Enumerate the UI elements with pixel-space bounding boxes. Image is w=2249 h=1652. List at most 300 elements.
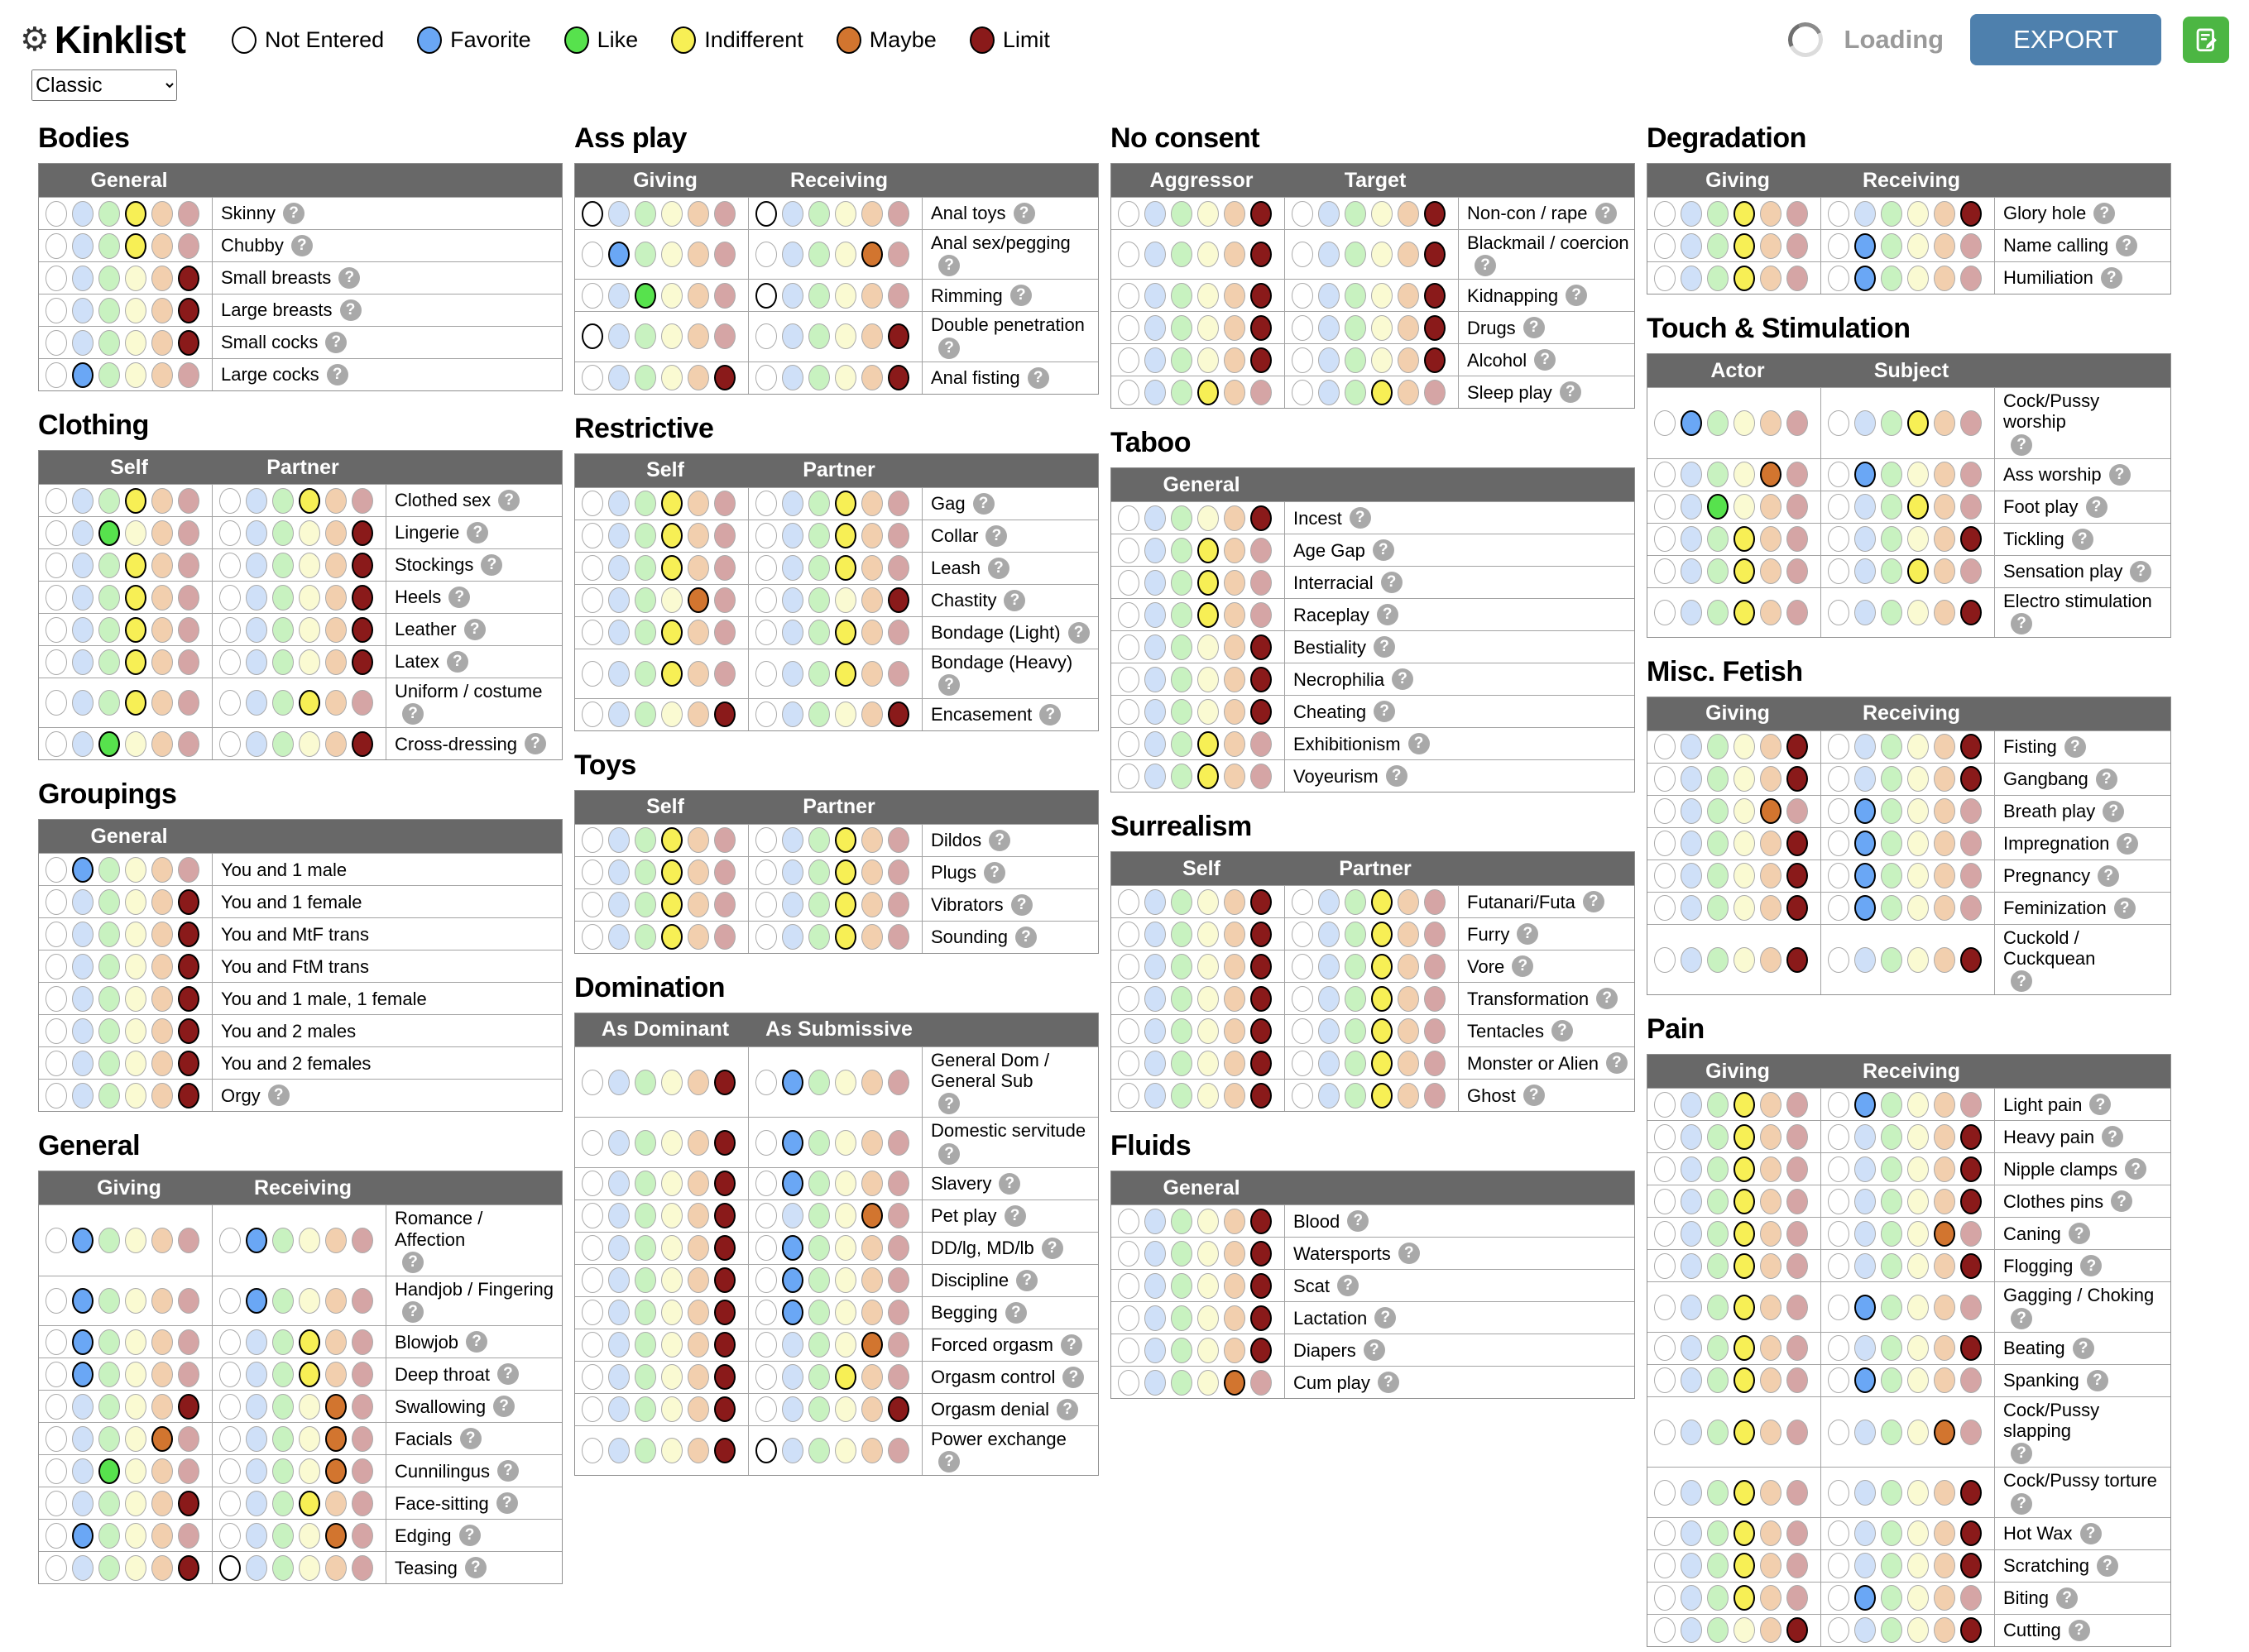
choice-circle-not-entered[interactable] (755, 1203, 777, 1228)
choice-circle-not-entered[interactable] (1118, 505, 1139, 531)
choice-circle-indifferent[interactable] (661, 1171, 683, 1196)
choice-circle-indifferent[interactable] (1197, 538, 1219, 563)
choice-circle-maybe[interactable] (1760, 1520, 1781, 1546)
choice-circle-like[interactable] (1881, 494, 1902, 520)
choice-circle-not-entered[interactable] (1292, 242, 1313, 267)
choice-circle-maybe[interactable] (1934, 1189, 1955, 1214)
help-icon[interactable]: ? (1398, 1243, 1420, 1264)
choice-circle-favorite[interactable] (608, 555, 630, 581)
choice-circle-indifferent[interactable] (125, 954, 146, 979)
choice-circle-not-entered[interactable] (1118, 1241, 1139, 1267)
choice-circle-indifferent[interactable] (1907, 1617, 1929, 1643)
choice-circle-maybe[interactable] (861, 1438, 883, 1463)
choice-circle-favorite[interactable] (1144, 242, 1166, 267)
choice-circle-indifferent[interactable] (1371, 889, 1393, 915)
help-icon[interactable]: ? (340, 299, 362, 321)
choice-circle-maybe[interactable] (1760, 798, 1781, 824)
choice-circle-limit[interactable] (178, 330, 199, 356)
choice-circle-limit[interactable] (1424, 922, 1446, 947)
choice-circle-indifferent[interactable] (835, 1332, 856, 1358)
help-icon[interactable]: ? (2093, 203, 2115, 224)
choice-circle-limit[interactable] (1786, 766, 1808, 792)
choice-circle-limit[interactable] (714, 1332, 736, 1358)
choice-circle-like[interactable] (1881, 526, 1902, 552)
choice-circle-indifferent[interactable] (1197, 699, 1219, 725)
help-icon[interactable]: ? (1392, 668, 1413, 690)
choice-circle-like[interactable] (635, 1267, 656, 1293)
choice-circle-like[interactable] (1707, 266, 1729, 291)
choice-circle-limit[interactable] (352, 520, 373, 546)
help-icon[interactable]: ? (2097, 1555, 2118, 1577)
choice-circle-limit[interactable] (352, 553, 373, 578)
choice-circle-like[interactable] (635, 1130, 656, 1156)
choice-circle-not-entered[interactable] (1118, 283, 1139, 309)
choice-circle-maybe[interactable] (325, 690, 347, 716)
choice-circle-indifferent[interactable] (1907, 863, 1929, 888)
choice-circle-like[interactable] (272, 690, 294, 716)
choice-circle-not-entered[interactable] (1828, 201, 1849, 227)
choice-circle-limit[interactable] (178, 857, 199, 883)
choice-circle-favorite[interactable] (246, 649, 267, 675)
choice-circle-maybe[interactable] (151, 649, 173, 675)
help-icon[interactable]: ? (467, 522, 488, 543)
choice-circle-favorite[interactable] (608, 1364, 630, 1390)
choice-circle-indifferent[interactable] (835, 1438, 856, 1463)
choice-circle-like[interactable] (272, 1555, 294, 1581)
choice-circle-like[interactable] (1881, 1092, 1902, 1118)
choice-circle-not-entered[interactable] (582, 323, 603, 349)
choice-circle-not-entered[interactable] (219, 649, 241, 675)
choice-circle-maybe[interactable] (1224, 1209, 1245, 1234)
choice-circle-limit[interactable] (888, 491, 909, 516)
choice-circle-not-entered[interactable] (219, 1362, 241, 1387)
choice-circle-maybe[interactable] (151, 520, 173, 546)
choice-circle-not-entered[interactable] (1118, 764, 1139, 789)
choice-circle-indifferent[interactable] (1907, 766, 1929, 792)
choice-circle-maybe[interactable] (861, 702, 883, 727)
choice-circle-favorite[interactable] (1144, 380, 1166, 405)
choice-circle-maybe[interactable] (151, 585, 173, 611)
choice-circle-limit[interactable] (1786, 410, 1808, 436)
choice-circle-not-entered[interactable] (219, 1523, 241, 1549)
choice-circle-indifferent[interactable] (835, 827, 856, 853)
choice-circle-maybe[interactable] (1760, 1367, 1781, 1393)
choice-circle-favorite[interactable] (608, 1171, 630, 1196)
help-icon[interactable]: ? (465, 1557, 487, 1578)
help-icon[interactable]: ? (2098, 865, 2119, 887)
choice-circle-limit[interactable] (714, 661, 736, 687)
choice-circle-limit[interactable] (714, 587, 736, 613)
choice-circle-limit[interactable] (1250, 1018, 1272, 1044)
choice-circle-favorite[interactable] (1144, 1018, 1166, 1044)
choice-circle-favorite[interactable] (1854, 1189, 1876, 1214)
choice-circle-not-entered[interactable] (1654, 526, 1676, 552)
choice-circle-indifferent[interactable] (1907, 233, 1929, 259)
choice-circle-favorite[interactable] (72, 649, 94, 675)
choice-circle-indifferent[interactable] (661, 555, 683, 581)
choice-circle-favorite[interactable] (1681, 1585, 1702, 1611)
help-icon[interactable]: ? (268, 1085, 290, 1106)
choice-circle-maybe[interactable] (1224, 1338, 1245, 1363)
help-icon[interactable]: ? (2069, 1223, 2090, 1244)
choice-circle-like[interactable] (98, 1458, 120, 1484)
choice-circle-like[interactable] (635, 523, 656, 548)
choice-circle-limit[interactable] (1960, 410, 1982, 436)
choice-circle-indifferent[interactable] (1197, 315, 1219, 341)
choice-circle-like[interactable] (1881, 947, 1902, 973)
choice-circle-like[interactable] (1881, 266, 1902, 291)
choice-circle-maybe[interactable] (151, 330, 173, 356)
choice-circle-favorite[interactable] (1144, 667, 1166, 692)
choice-circle-maybe[interactable] (151, 690, 173, 716)
choice-circle-like[interactable] (98, 922, 120, 947)
help-icon[interactable]: ? (1374, 636, 1395, 658)
choice-circle-indifferent[interactable] (1734, 1092, 1755, 1118)
choice-circle-maybe[interactable] (688, 283, 709, 309)
choice-circle-like[interactable] (98, 233, 120, 259)
choice-circle-not-entered[interactable] (1654, 1585, 1676, 1611)
choice-circle-limit[interactable] (1250, 1370, 1272, 1396)
choice-circle-limit[interactable] (888, 201, 909, 227)
choice-circle-limit[interactable] (1960, 1335, 1982, 1361)
choice-circle-favorite[interactable] (782, 924, 803, 950)
choice-circle-limit[interactable] (1786, 1253, 1808, 1279)
choice-circle-indifferent[interactable] (1371, 1083, 1393, 1109)
choice-circle-limit[interactable] (1250, 922, 1272, 947)
choice-circle-indifferent[interactable] (661, 1267, 683, 1293)
choice-circle-not-entered[interactable] (46, 731, 67, 757)
choice-circle-like[interactable] (1881, 831, 1902, 856)
choice-circle-limit[interactable] (1786, 201, 1808, 227)
choice-circle-indifferent[interactable] (1907, 1335, 1929, 1361)
choice-circle-not-entered[interactable] (1118, 1273, 1139, 1299)
choice-circle-indifferent[interactable] (1734, 863, 1755, 888)
choice-circle-not-entered[interactable] (1118, 347, 1139, 373)
choice-circle-not-entered[interactable] (46, 1491, 67, 1516)
choice-circle-not-entered[interactable] (1828, 1617, 1849, 1643)
choice-circle-limit[interactable] (1250, 347, 1272, 373)
choice-circle-indifferent[interactable] (299, 617, 320, 643)
choice-circle-not-entered[interactable] (755, 661, 777, 687)
choice-circle-limit[interactable] (178, 1555, 199, 1581)
choice-circle-indifferent[interactable] (299, 1228, 320, 1253)
choice-circle-limit[interactable] (1960, 1092, 1982, 1118)
choice-circle-favorite[interactable] (72, 731, 94, 757)
choice-circle-indifferent[interactable] (299, 553, 320, 578)
choice-circle-favorite[interactable] (72, 330, 94, 356)
choice-circle-like[interactable] (1707, 1335, 1729, 1361)
choice-circle-not-entered[interactable] (46, 330, 67, 356)
choice-circle-maybe[interactable] (1760, 734, 1781, 759)
choice-circle-indifferent[interactable] (661, 1332, 683, 1358)
choice-circle-like[interactable] (98, 986, 120, 1012)
choice-circle-maybe[interactable] (861, 661, 883, 687)
choice-circle-not-entered[interactable] (1828, 798, 1849, 824)
choice-circle-limit[interactable] (888, 1332, 909, 1358)
choice-circle-indifferent[interactable] (125, 520, 146, 546)
choice-circle-like[interactable] (808, 242, 830, 267)
help-icon[interactable]: ? (1061, 1334, 1082, 1356)
choice-circle-limit[interactable] (1960, 266, 1982, 291)
choice-circle-indifferent[interactable] (125, 1555, 146, 1581)
choice-circle-not-entered[interactable] (1654, 895, 1676, 921)
choice-circle-limit[interactable] (888, 1235, 909, 1261)
choice-circle-not-entered[interactable] (582, 827, 603, 853)
choice-circle-favorite[interactable] (1144, 764, 1166, 789)
choice-circle-maybe[interactable] (1398, 986, 1419, 1012)
choice-circle-limit[interactable] (352, 617, 373, 643)
choice-circle-maybe[interactable] (1760, 1189, 1781, 1214)
choice-circle-indifferent[interactable] (661, 491, 683, 516)
choice-circle-not-entered[interactable] (755, 924, 777, 950)
help-icon[interactable]: ? (283, 203, 305, 224)
choice-circle-like[interactable] (1707, 494, 1729, 520)
help-icon[interactable]: ? (2130, 561, 2151, 582)
choice-circle-not-entered[interactable] (1654, 1189, 1676, 1214)
choice-circle-not-entered[interactable] (219, 488, 241, 514)
choice-circle-favorite[interactable] (246, 585, 267, 611)
choice-circle-favorite[interactable] (72, 298, 94, 323)
choice-circle-limit[interactable] (888, 587, 909, 613)
choice-circle-favorite[interactable] (1854, 1420, 1876, 1445)
choice-circle-maybe[interactable] (1398, 347, 1419, 373)
choice-circle-not-entered[interactable] (1654, 1617, 1676, 1643)
choice-circle-favorite[interactable] (782, 1171, 803, 1196)
choice-circle-not-entered[interactable] (46, 233, 67, 259)
choice-circle-like[interactable] (98, 362, 120, 388)
choice-circle-indifferent[interactable] (835, 860, 856, 885)
choice-circle-limit[interactable] (1250, 315, 1272, 341)
help-icon[interactable]: ? (2086, 496, 2108, 518)
help-icon[interactable]: ? (2011, 613, 2032, 634)
choice-circle-like[interactable] (272, 1458, 294, 1484)
choice-circle-favorite[interactable] (246, 1288, 267, 1314)
choice-circle-favorite[interactable] (1854, 1295, 1876, 1320)
choice-circle-limit[interactable] (714, 892, 736, 917)
choice-circle-limit[interactable] (888, 1267, 909, 1293)
help-icon[interactable]: ? (938, 338, 960, 359)
choice-circle-like[interactable] (98, 1426, 120, 1452)
choice-circle-not-entered[interactable] (219, 690, 241, 716)
choice-circle-like[interactable] (98, 1228, 120, 1253)
choice-circle-maybe[interactable] (688, 1171, 709, 1196)
choice-circle-maybe[interactable] (1934, 266, 1955, 291)
help-icon[interactable]: ? (1583, 891, 1604, 912)
choice-circle-favorite[interactable] (72, 1288, 94, 1314)
choice-circle-indifferent[interactable] (125, 488, 146, 514)
choice-circle-favorite[interactable] (1144, 347, 1166, 373)
choice-circle-favorite[interactable] (72, 1018, 94, 1044)
choice-circle-maybe[interactable] (688, 620, 709, 645)
choice-circle-like[interactable] (1171, 667, 1192, 692)
choice-circle-maybe[interactable] (1934, 1335, 1955, 1361)
choice-circle-favorite[interactable] (782, 1300, 803, 1325)
choice-circle-like[interactable] (808, 201, 830, 227)
choice-circle-not-entered[interactable] (582, 242, 603, 267)
choice-circle-favorite[interactable] (72, 1491, 94, 1516)
choice-circle-like[interactable] (1881, 1420, 1902, 1445)
choice-circle-maybe[interactable] (1224, 242, 1245, 267)
choice-circle-limit[interactable] (1250, 986, 1272, 1012)
choice-circle-like[interactable] (1881, 895, 1902, 921)
choice-circle-maybe[interactable] (1760, 526, 1781, 552)
choice-circle-limit[interactable] (1960, 201, 1982, 227)
choice-circle-favorite[interactable] (1854, 1585, 1876, 1611)
choice-circle-not-entered[interactable] (1118, 201, 1139, 227)
choice-circle-indifferent[interactable] (299, 1555, 320, 1581)
choice-circle-indifferent[interactable] (835, 1267, 856, 1293)
choice-circle-favorite[interactable] (1144, 570, 1166, 596)
choice-circle-indifferent[interactable] (661, 661, 683, 687)
choice-circle-maybe[interactable] (325, 1426, 347, 1452)
choice-circle-like[interactable] (1707, 1617, 1729, 1643)
choice-circle-favorite[interactable] (1144, 538, 1166, 563)
choice-circle-not-entered[interactable] (46, 617, 67, 643)
choice-circle-like[interactable] (1881, 798, 1902, 824)
choice-circle-maybe[interactable] (688, 892, 709, 917)
help-icon[interactable]: ? (493, 1396, 515, 1417)
choice-circle-like[interactable] (1171, 731, 1192, 757)
choice-circle-favorite[interactable] (246, 1458, 267, 1484)
choice-circle-maybe[interactable] (688, 1203, 709, 1228)
choice-circle-limit[interactable] (1424, 954, 1446, 979)
choice-circle-like[interactable] (808, 924, 830, 950)
choice-circle-limit[interactable] (1250, 242, 1272, 267)
choice-circle-maybe[interactable] (151, 1228, 173, 1253)
choice-circle-indifferent[interactable] (125, 1491, 146, 1516)
choice-circle-not-entered[interactable] (1118, 380, 1139, 405)
choice-circle-favorite[interactable] (246, 1426, 267, 1452)
choice-circle-not-entered[interactable] (1828, 1124, 1849, 1150)
choice-circle-favorite[interactable] (1144, 1273, 1166, 1299)
choice-circle-maybe[interactable] (1760, 1420, 1781, 1445)
choice-circle-maybe[interactable] (1934, 201, 1955, 227)
choice-circle-maybe[interactable] (1760, 266, 1781, 291)
choice-circle-not-entered[interactable] (1118, 954, 1139, 979)
choice-circle-not-entered[interactable] (46, 690, 67, 716)
choice-circle-favorite[interactable] (1854, 526, 1876, 552)
choice-circle-not-entered[interactable] (1654, 1124, 1676, 1150)
choice-circle-indifferent[interactable] (1734, 1124, 1755, 1150)
choice-circle-not-entered[interactable] (1828, 1335, 1849, 1361)
choice-circle-like[interactable] (1881, 1253, 1902, 1279)
help-icon[interactable]: ? (460, 1428, 482, 1449)
choice-circle-not-entered[interactable] (755, 1130, 777, 1156)
choice-circle-limit[interactable] (1786, 1092, 1808, 1118)
choice-circle-maybe[interactable] (151, 1051, 173, 1076)
choice-circle-maybe[interactable] (1934, 1367, 1955, 1393)
choice-circle-limit[interactable] (714, 1438, 736, 1463)
choice-circle-like[interactable] (1707, 1092, 1729, 1118)
choice-circle-maybe[interactable] (1934, 831, 1955, 856)
choice-circle-favorite[interactable] (72, 1426, 94, 1452)
choice-circle-not-entered[interactable] (755, 201, 777, 227)
choice-circle-limit[interactable] (1786, 494, 1808, 520)
choice-circle-indifferent[interactable] (1197, 570, 1219, 596)
choice-circle-favorite[interactable] (1144, 602, 1166, 628)
choice-circle-limit[interactable] (352, 1228, 373, 1253)
choice-circle-favorite[interactable] (1144, 1209, 1166, 1234)
help-icon[interactable]: ? (1475, 255, 1496, 276)
choice-circle-not-entered[interactable] (1654, 233, 1676, 259)
choice-circle-like[interactable] (272, 1523, 294, 1549)
choice-circle-limit[interactable] (714, 1300, 736, 1325)
choice-circle-not-entered[interactable] (1118, 315, 1139, 341)
choice-circle-not-entered[interactable] (1654, 1092, 1676, 1118)
choice-circle-not-entered[interactable] (1118, 602, 1139, 628)
choice-circle-like[interactable] (808, 860, 830, 885)
choice-circle-favorite[interactable] (608, 201, 630, 227)
choice-circle-limit[interactable] (714, 1267, 736, 1293)
choice-circle-limit[interactable] (888, 283, 909, 309)
choice-circle-limit[interactable] (1424, 889, 1446, 915)
choice-circle-not-entered[interactable] (1118, 1083, 1139, 1109)
help-icon[interactable]: ? (1378, 1372, 1399, 1393)
choice-circle-like[interactable] (1707, 895, 1729, 921)
help-icon[interactable]: ? (2101, 267, 2122, 289)
choice-circle-maybe[interactable] (1224, 1305, 1245, 1331)
choice-circle-favorite[interactable] (608, 892, 630, 917)
choice-circle-maybe[interactable] (1224, 1370, 1245, 1396)
choice-circle-indifferent[interactable] (1197, 347, 1219, 373)
choice-circle-indifferent[interactable] (1371, 986, 1393, 1012)
choice-circle-maybe[interactable] (1760, 831, 1781, 856)
choice-circle-like[interactable] (1171, 634, 1192, 660)
choice-circle-indifferent[interactable] (1371, 242, 1393, 267)
choice-circle-limit[interactable] (1786, 863, 1808, 888)
choice-circle-maybe[interactable] (151, 298, 173, 323)
choice-circle-like[interactable] (1171, 602, 1192, 628)
choice-circle-like[interactable] (1881, 1480, 1902, 1506)
choice-circle-indifferent[interactable] (1734, 526, 1755, 552)
choice-circle-limit[interactable] (178, 362, 199, 388)
choice-circle-limit[interactable] (1960, 1295, 1982, 1320)
choice-circle-limit[interactable] (1424, 283, 1446, 309)
choice-circle-like[interactable] (1881, 462, 1902, 487)
choice-circle-indifferent[interactable] (1197, 954, 1219, 979)
choice-circle-limit[interactable] (1424, 201, 1446, 227)
choice-circle-limit[interactable] (1250, 505, 1272, 531)
choice-circle-favorite[interactable] (72, 266, 94, 291)
choice-circle-limit[interactable] (1786, 1221, 1808, 1247)
choice-circle-like[interactable] (1171, 1209, 1192, 1234)
choice-circle-like[interactable] (1345, 1083, 1366, 1109)
choice-circle-not-entered[interactable] (755, 523, 777, 548)
choice-circle-favorite[interactable] (1681, 233, 1702, 259)
choice-circle-like[interactable] (808, 1070, 830, 1095)
choice-circle-not-entered[interactable] (1828, 1553, 1849, 1578)
choice-circle-like[interactable] (1707, 462, 1729, 487)
choice-circle-favorite[interactable] (1854, 494, 1876, 520)
help-icon[interactable]: ? (2069, 1620, 2090, 1641)
choice-circle-limit[interactable] (178, 1458, 199, 1484)
choice-circle-limit[interactable] (888, 1438, 909, 1463)
choice-circle-indifferent[interactable] (1907, 201, 1929, 227)
choice-circle-favorite[interactable] (246, 1523, 267, 1549)
choice-circle-not-entered[interactable] (755, 242, 777, 267)
choice-circle-favorite[interactable] (1318, 1018, 1340, 1044)
choice-circle-like[interactable] (272, 488, 294, 514)
choice-circle-like[interactable] (1707, 526, 1729, 552)
choice-circle-maybe[interactable] (861, 860, 883, 885)
choice-circle-indifferent[interactable] (125, 266, 146, 291)
choice-circle-indifferent[interactable] (835, 1396, 856, 1422)
choice-circle-limit[interactable] (352, 1458, 373, 1484)
choice-circle-indifferent[interactable] (1907, 895, 1929, 921)
choice-circle-maybe[interactable] (688, 587, 709, 613)
choice-circle-like[interactable] (1171, 505, 1192, 531)
choice-circle-not-entered[interactable] (1654, 201, 1676, 227)
